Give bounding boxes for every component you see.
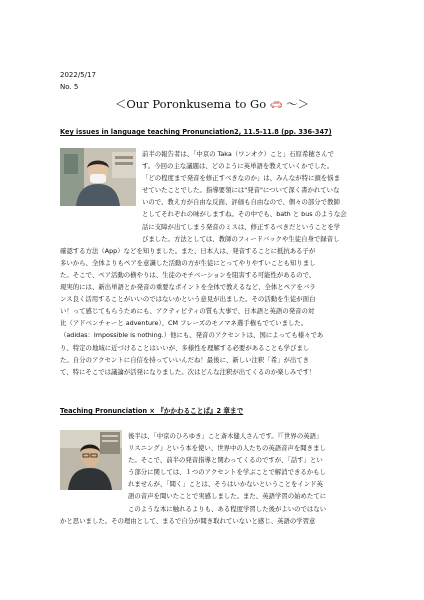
section2-heading: Teaching Pronunciation × 『かかわることば』2 章まで [60,407,244,415]
section1-line: 前半の報告者は、「中京の Taka（ワンオク）こと」石原希穂さんで [142,150,334,158]
section2-line: このような本に触れるよりも、ある程度学習した後がよいのではない [128,504,327,513]
section1-line: いので、教え方が自由な反面、評価も自由なので、個々の部分で教師 [142,198,340,207]
section1-body [60,148,380,378]
section1-line: 現実的には、新出単語とか発音の重要なポイントを全体で教えるなど、全体とペアをバラ [60,283,316,292]
section1-line: 「どの程度まで発音を修正すべきなのか」は、みんなが特に頭を悩ま [142,174,340,183]
section1-line: た。そこで、ペア活動の横やりは、生徒のモチベーションを阻害する可能性があるので、 [60,270,316,279]
section1-line: り、特定の地域に近づけることはいいが、多様性を理解する必要があることも学びまし [60,343,310,352]
section1-line: せていたことでした。指導要領には"発音"について深く書かれていな [142,186,340,195]
section1-line: て、特にそこでは議論が活発になりました。次はどんな注釈が出てくるのか楽しみです！ [60,367,316,376]
title-text: ＜Our Poronkusema to Go [114,97,267,111]
section1-line: 多いから、全体よりもペアを意識した活動の方が生徒にとってやりやすいことも知りまし [60,258,316,267]
newsletter-title [0,97,424,113]
section2-line: かと思いました。その理由として、まるで自分が聞き取れていないと感じ、英語の学習意 [60,516,316,525]
section1-line: い！って感じてもらうためにも、アクティビティの質も大事で、日本語と英語の発音の対 [60,307,315,316]
section2-line: う部分に関しては、１つのアクセントを学ぶことで解消できるかもし [128,468,326,477]
section1-line: びました。方法としては、教師のフィードバックや生徒自身で録音し [142,234,340,243]
issue-date: 2022/5/17 [60,71,96,79]
section1-line: ンス良く活用することがいいのではないかという意見が出ました。その活動を生徒が面白 [60,295,316,304]
section1-line: た。自分のアクセントに自信を持っていいんだね！最後に、新しい注釈「希」が出てき [60,355,310,364]
issue-number: No. 5 [60,83,79,91]
section1-line: 比（アドベンチャーと adventure）、CM フレーズのモノマネ選手権もでていました。 [60,319,308,328]
title-tilde: ～＞ [286,97,310,111]
section1-line: 話に支障が出てしまう発音のミスは、修正するべきだということを学 [142,222,341,231]
section1-heading: Key issues in language teaching Pronunciation2, 11.5-11.8 (pp. 336-347) [60,128,332,136]
section1-line: （adidas：Impossible is nothing.）他にも、発音のアクセントは、国によっても様々であ [60,331,324,340]
section2-body [60,430,380,527]
section1-line: 確認する方法（App）などを知りました。また、日本人は、発音することに抵抗ある子が [60,246,316,255]
car-icon: 🚗︎ [269,100,283,111]
section2-line: た。そこで、前半の発音指導と関わってくるのですが、「話す」とい [128,456,323,465]
section2-line: 後半は、「中京のひろゆき」こと斎木健人さんです。『「世界の英語」 [128,432,323,440]
section1-line: す。今回の主な議題は、どのように英単語を教えていくかでした。 [142,162,334,171]
section2-line: リスニング』という本を使い、世界中の人たちの英語音声を聞きまし [128,444,326,453]
section2-line: 語の音声を聞いたことで実感しました。また、英語学習の始めたてに [128,492,327,501]
section2-line: れませんが、「聞く」ことは、そうはいかないということをインド英 [128,480,323,489]
section1-line: としてそれぞれの味がしますね。その中でも、bath と bus のような会 [142,210,347,219]
